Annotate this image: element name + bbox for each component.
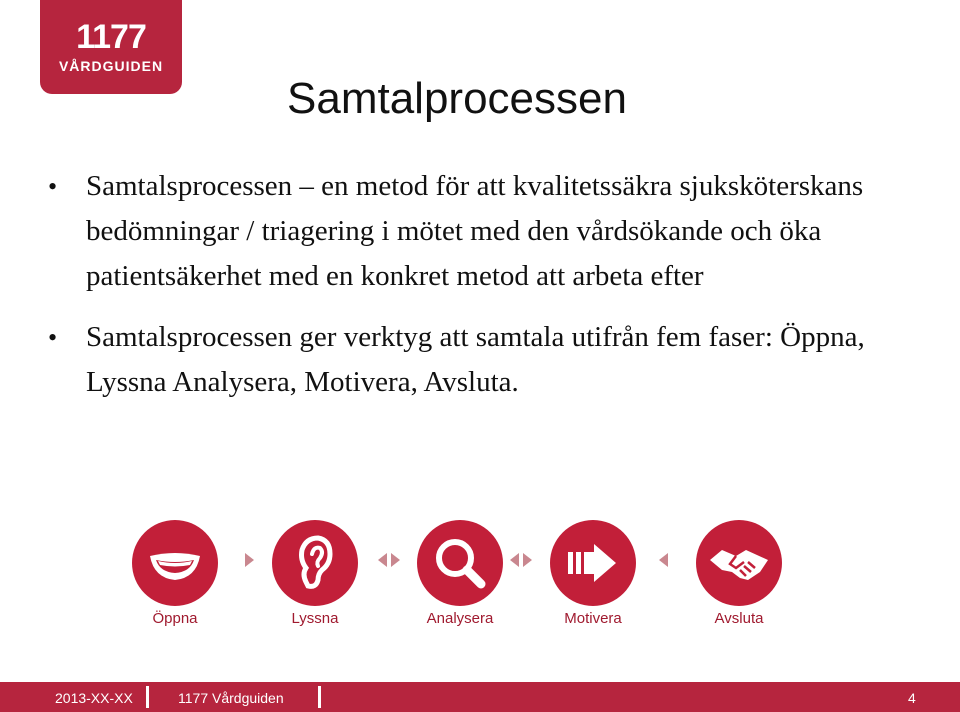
mouth-icon xyxy=(132,520,218,606)
footer-divider xyxy=(146,686,149,708)
bullet-list xyxy=(42,164,922,421)
phase-analysera xyxy=(385,520,535,628)
brand-logo xyxy=(40,0,182,94)
logo-name: VÅRDGUIDEN xyxy=(58,58,164,74)
footer-date: 2013-XX-XX xyxy=(55,690,133,706)
page-number: 4 xyxy=(908,690,916,706)
footer-bar xyxy=(0,682,960,712)
handshake-icon xyxy=(696,520,782,606)
magnifier-icon xyxy=(417,520,503,606)
phase-label: Lyssna xyxy=(291,610,339,627)
phase-label: Öppna xyxy=(152,610,198,627)
phase-lyssna xyxy=(240,520,390,628)
phase-circle xyxy=(696,520,782,606)
phase-circle xyxy=(417,520,503,606)
bullet-text: • Samtalsprocessen ger verktyg att samtala utifrån fem faser: Öppna, Lyssna Analysera, Motivera, Avsluta. xyxy=(86,321,865,398)
ear-icon xyxy=(272,520,358,606)
phase-label: Avsluta xyxy=(714,610,764,627)
slide-title: Samtalprocessen xyxy=(287,74,627,123)
phase-diagram xyxy=(0,520,960,630)
phase-label: Motivera xyxy=(564,610,622,627)
bullet-item xyxy=(42,315,922,405)
phase-oppna xyxy=(100,520,250,628)
footer-organization: 1177 Vårdguiden xyxy=(178,690,284,706)
bullet-text: • Samtalsprocessen – en metod för att kvalitetssäkra sjuksköterskans bedömningar / triagering i mötet med den vårdsökande och öka patientsäkerhet med en konkret metod att arbeta efter xyxy=(86,170,864,292)
phase-circle xyxy=(272,520,358,606)
phase-circle xyxy=(550,520,636,606)
forward-arrow-icon xyxy=(550,520,636,606)
phase-motivera xyxy=(518,520,668,628)
phase-label: Analysera xyxy=(426,610,494,627)
footer-divider xyxy=(318,686,321,708)
logo-number: 1177 xyxy=(76,18,146,56)
bullet-item xyxy=(42,164,922,299)
phase-avsluta xyxy=(664,520,814,628)
phase-circle xyxy=(132,520,218,606)
